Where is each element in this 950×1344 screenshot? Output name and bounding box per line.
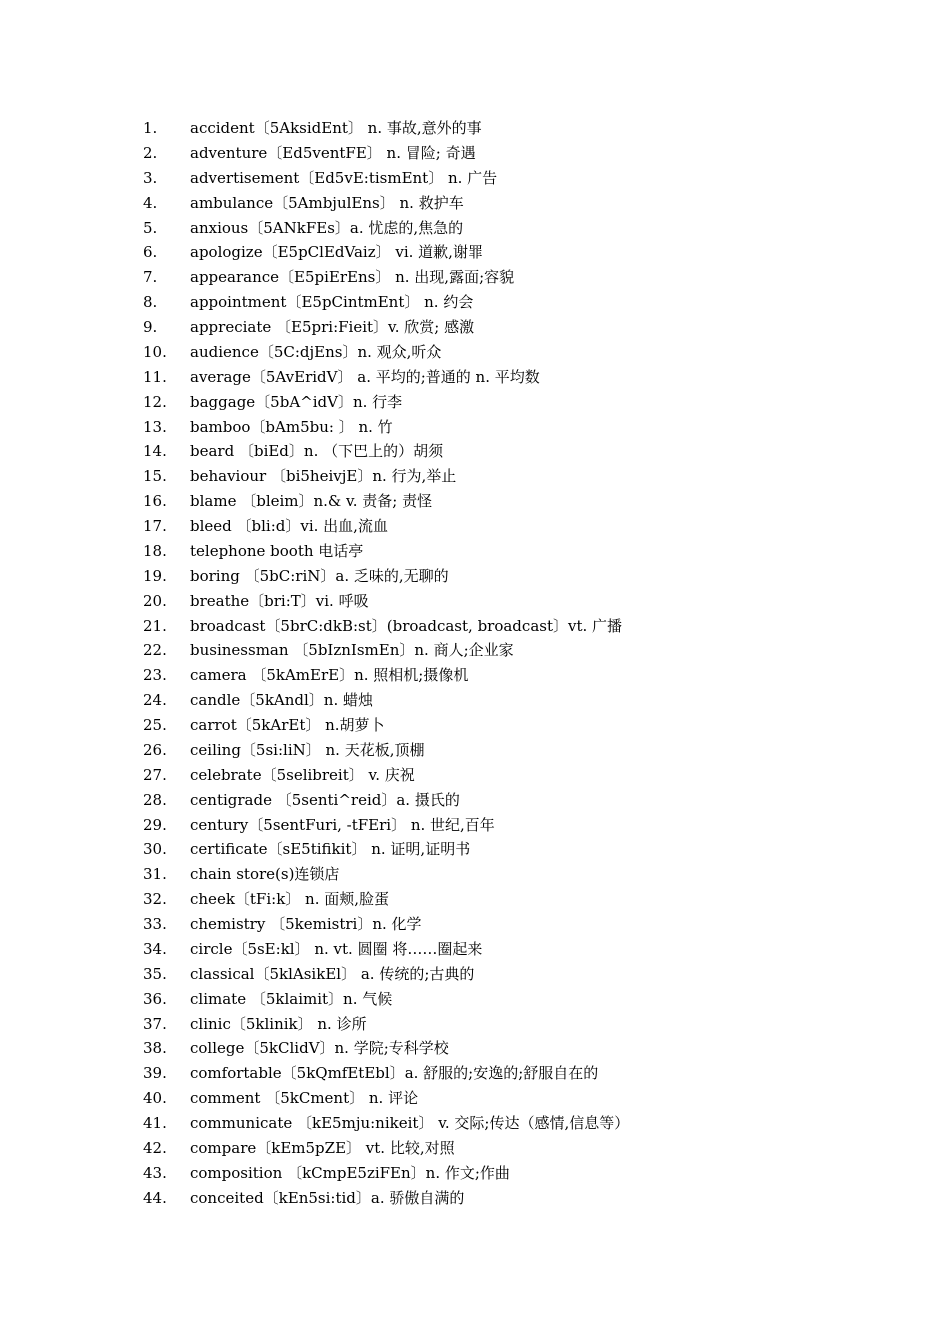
entry-text: ambulance〔5AmbjulEns〕 n. 救护车 [190,193,464,212]
entry-text: adventure〔Ed5ventFE〕 n. 冒险; 奇遇 [190,143,476,162]
entry-text: anxious〔5ANkFEs〕a. 忧虑的,焦急的 [190,218,464,237]
vocab-entry [0,713,950,738]
entry-text: apologize〔E5pClEdVaiz〕 vi. 道歉,谢罪 [190,243,483,262]
vocab-entry [0,1086,950,1111]
entry-number: 44. [143,1188,167,1207]
entry-number: 2. [143,143,158,162]
entry-number: 20. [143,591,167,610]
entry-text: candle〔5kAndl〕n. 蜡烛 [190,691,374,710]
entry-text: audience〔5C:djEns〕n. 观众,听众 [190,342,442,361]
vocab-entry [0,415,950,440]
entry-number: 10. [143,342,167,361]
entry-text: cheek〔tFi:k〕 n. 面颊,脸蛋 [190,890,390,909]
entry-number: 26. [143,740,167,759]
entry-number: 27. [143,765,167,784]
vocab-entry [0,539,950,564]
entry-number: 16. [143,492,167,511]
entry-number: 23. [143,666,167,685]
entry-text: advertisement〔Ed5vE:tismEnt〕 n. 广告 [190,168,498,187]
vocab-entry [0,987,950,1012]
entry-number: 24. [143,691,167,710]
vocab-entry [0,912,950,937]
vocab-entry [0,763,950,788]
entry-text: centigrade 〔5senti^reid〕a. 摄氏的 [190,790,460,809]
entry-number: 19. [143,566,167,585]
vocab-entry [0,837,950,862]
entry-text: college〔5kClidV〕n. 学院;专科学校 [190,1039,449,1058]
vocab-entry [0,191,950,216]
entry-text: comment 〔5kCment〕 n. 评论 [190,1089,419,1108]
vocab-entry [0,439,950,464]
entry-number: 42. [143,1138,167,1157]
entry-number: 29. [143,815,167,834]
entry-number: 12. [143,392,167,411]
entry-text: classical〔5klAsikEl〕 a. 传统的;古典的 [190,964,475,983]
entry-text: compare〔kEm5pZE〕 vt. 比较,对照 [190,1138,455,1157]
entry-text: boring 〔5bC:riN〕a. 乏味的,无聊的 [190,566,449,585]
entry-text: comfortable〔5kQmfEtEbl〕a. 舒服的;安逸的;舒服自在的 [190,1064,599,1083]
entry-text: baggage〔5bA^idV〕n. 行李 [190,392,403,411]
entry-text: behaviour 〔bi5heivjE〕n. 行为,举止 [190,467,457,486]
entry-text: ceiling〔5si:liN〕 n. 天花板,顶棚 [190,740,425,759]
entry-text: beard 〔biEd〕n. （下巴上的）胡须 [190,442,444,461]
entry-number: 25. [143,716,167,734]
entry-text: telephone booth 电话亭 [190,541,364,560]
vocab-entry [0,663,950,688]
entry-number: 32. [143,890,167,909]
vocab-entry [0,1186,950,1211]
entry-text: celebrate〔5selibreit〕 v. 庆祝 [190,765,415,784]
entry-number: 38. [143,1039,167,1058]
vocab-entry [0,365,950,390]
entry-number: 3. [143,168,158,187]
entry-number: 14. [143,442,167,461]
entry-number: 30. [143,840,167,859]
vocab-entry [0,464,950,489]
entry-text: average〔5AvEridV〕 a. 平均的;普通的 n. 平均数 [190,367,540,386]
vocab-entry [0,141,950,166]
vocab-entry [0,390,950,415]
entry-text: carrot〔5kArEt〕 n.胡萝卜 [190,716,385,734]
entry-number: 8. [143,293,158,312]
entry-text: clinic〔5klinik〕 n. 诊所 [190,1014,367,1033]
entry-number: 17. [143,517,167,535]
entry-number: 15. [143,467,167,486]
entry-text: broadcast〔5brC:dkB:st〕(broadcast, broadcast〕vt. 广播 [190,616,623,635]
vocab-entry [0,1012,950,1037]
entry-number: 21. [143,616,167,635]
entry-number: 22. [143,641,167,660]
vocab-entry [0,240,950,265]
vocab-entry [0,1136,950,1161]
vocab-entry [0,862,950,887]
entry-text: accident〔5AksidEnt〕 n. 事故,意外的事 [190,119,482,137]
vocab-entry [0,614,950,639]
vocab-entry [0,290,950,315]
entry-text: chemistry 〔5kemistri〕n. 化学 [190,915,422,933]
vocab-entry [0,589,950,614]
entry-text: circle〔5sE:kl〕 n. vt. 圆圈 将……圈起来 [190,939,483,958]
entry-number: 37. [143,1014,167,1033]
entry-text: certificate〔sE5tifikit〕 n. 证明,证明书 [190,840,471,859]
vocab-entry [0,813,950,838]
entry-text: blame 〔bleim〕n.& v. 责备; 责怪 [190,492,433,511]
entry-number: 35. [143,964,167,983]
entry-text: appearance〔E5piErEns〕 n. 出现,露面;容貌 [190,268,515,287]
entry-text: appreciate 〔E5pri:Fieit〕v. 欣赏; 感激 [190,318,475,336]
entry-number: 11. [143,367,167,386]
vocab-entry [0,887,950,912]
entry-text: chain store(s)连锁店 [190,865,340,884]
entry-number: 9. [143,318,158,336]
vocab-entry [0,1111,950,1136]
vocab-entry [0,216,950,241]
entry-number: 18. [143,541,167,560]
entry-text: century〔5sentFuri, -tFEri〕 n. 世纪,百年 [190,815,495,834]
entry-text: conceited〔kEn5si:tid〕a. 骄傲自满的 [190,1188,465,1207]
vocabulary-list [0,116,950,1211]
entry-number: 43. [143,1163,167,1182]
vocab-entry [0,688,950,713]
vocab-entry [0,564,950,589]
entry-text: composition 〔kCmpE5ziFEn〕n. 作文;作曲 [190,1163,510,1182]
vocab-entry [0,738,950,763]
entry-number: 7. [143,268,158,287]
vocab-entry [0,315,950,340]
vocab-entry [0,788,950,813]
entry-number: 6. [143,243,158,262]
vocab-entry [0,1161,950,1186]
entry-text: communicate 〔kE5mju:nikeit〕 v. 交际;传达（感情,信息等） [190,1114,630,1132]
vocab-entry [0,937,950,962]
entry-text: climate 〔5klaimit〕n. 气候 [190,989,393,1008]
entry-number: 1. [143,119,158,137]
entry-number: 39. [143,1064,167,1083]
vocab-entry [0,166,950,191]
vocab-entry [0,265,950,290]
entry-number: 5. [143,218,158,237]
vocab-entry [0,340,950,365]
entry-text: breathe〔bri:T〕vi. 呼吸 [190,591,369,610]
vocab-entry [0,116,950,141]
vocab-entry [0,489,950,514]
entry-number: 13. [143,417,167,436]
entry-number: 34. [143,939,167,958]
entry-number: 40. [143,1089,167,1108]
entry-number: 33. [143,915,167,933]
entry-text: appointment〔E5pCintmEnt〕 n. 约会 [190,293,474,312]
vocab-entry [0,962,950,987]
entry-text: camera 〔5kAmErE〕n. 照相机;摄像机 [190,666,469,685]
entry-number: 41. [143,1114,167,1132]
vocab-entry [0,638,950,663]
entry-number: 36. [143,989,167,1008]
entry-number: 28. [143,790,167,809]
vocab-entry [0,514,950,539]
entry-text: bamboo〔bAm5bu: 〕 n. 竹 [190,417,393,436]
entry-text: businessman 〔5bIznIsmEn〕n. 商人;企业家 [190,641,514,660]
entry-number: 4. [143,193,158,212]
vocab-entry [0,1036,950,1061]
entry-number: 31. [143,865,167,884]
vocab-entry [0,1061,950,1086]
entry-text: bleed 〔bli:d〕vi. 出血,流血 [190,517,388,535]
